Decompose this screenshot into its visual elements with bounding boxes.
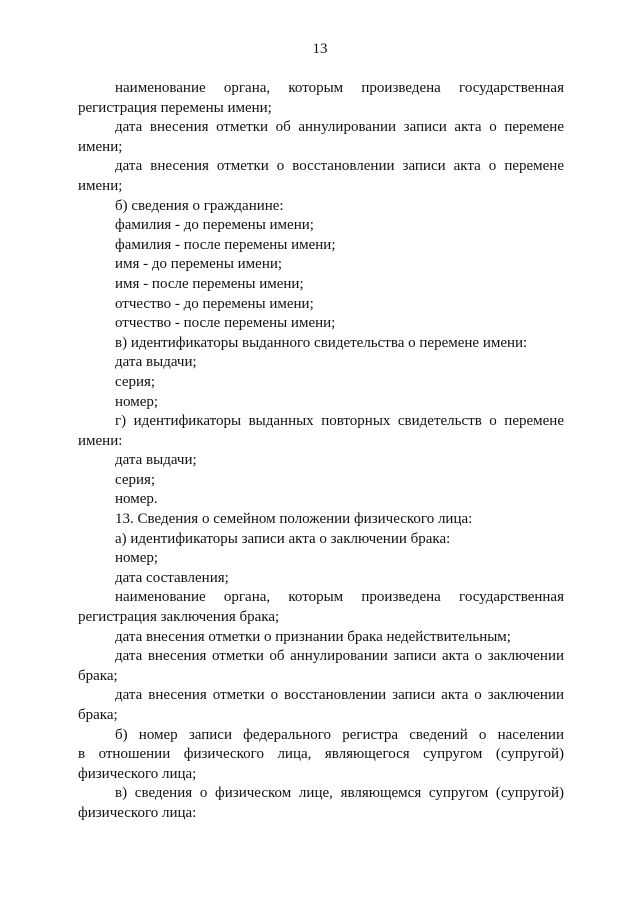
paragraph-line: г) идентификаторы выданных повторных свидетельств о перемене <box>115 413 564 430</box>
paragraph-line: дата выдачи; <box>115 354 197 371</box>
paragraph-line: б) номер записи федерального регистра сведений о населении <box>115 726 564 743</box>
paragraph-line: фамилия - после перемены имени; <box>115 236 336 253</box>
paragraph-line: фамилия - до перемены имени; <box>115 217 314 234</box>
paragraph-line: дата внесения отметки об аннулировании записи акта о заключении <box>115 648 564 665</box>
paragraph-continuation-line: имени: <box>78 432 123 449</box>
paragraph-line: серия; <box>115 471 156 488</box>
paragraph-line: 13. Сведения о семейном положении физического лица: <box>115 511 473 528</box>
paragraph-line: дата внесения отметки об аннулировании записи акта о перемене <box>115 119 564 136</box>
paragraph-continuation-line: имени; <box>78 138 123 155</box>
paragraph-continuation-line: физического лица; <box>78 765 197 782</box>
paragraph-continuation-line: регистрация заключения брака; <box>78 609 280 626</box>
page-number: 13 <box>312 41 328 57</box>
paragraph-line: отчество - после перемены имени; <box>115 315 336 332</box>
paragraph-line: дата составления; <box>115 569 229 586</box>
paragraph-line: дата внесения отметки о признании брака недействительным; <box>115 628 511 645</box>
paragraph-line: номер. <box>115 491 158 508</box>
paragraph-line: имя - до перемены имени; <box>115 256 283 273</box>
paragraph-continuation-line: брака; <box>78 707 118 723</box>
paragraph-continuation-line: физического лица: <box>78 804 197 821</box>
document-body <box>78 79 564 824</box>
paragraph-line: дата выдачи; <box>115 452 197 469</box>
paragraph-continuation-line: в отношении физического лица, являющегося супругом (супругой) <box>78 746 564 763</box>
paragraph-line: имя - после перемены имени; <box>115 275 304 292</box>
paragraph-continuation-line: регистрация перемены имени; <box>78 99 272 116</box>
paragraph-line: дата внесения отметки о восстановлении записи акта о заключении <box>115 687 564 704</box>
paragraph-continuation-line: брака; <box>78 667 118 684</box>
paragraph-line: номер; <box>115 550 159 567</box>
paragraph-line: б) сведения о гражданине: <box>115 197 284 214</box>
paragraph-continuation-line: имени; <box>78 177 123 194</box>
paragraph-line: наименование органа, которым произведена государственная <box>115 80 564 96</box>
paragraph-line: в) сведения о физическом лице, являющемся супругом (супругой) <box>115 785 564 802</box>
paragraph-line: дата внесения отметки о восстановлении записи акта о перемене <box>115 158 564 175</box>
paragraph-line: в) идентификаторы выданного свидетельства о перемене имени: <box>115 334 528 351</box>
paragraph-line: серия; <box>115 373 156 390</box>
paragraph-line: а) идентификаторы записи акта о заключении брака: <box>115 530 451 547</box>
paragraph-line: отчество - до перемены имени; <box>115 295 314 312</box>
paragraph-line: номер; <box>115 393 159 410</box>
paragraph-line: наименование органа, которым произведена государственная <box>115 589 564 606</box>
